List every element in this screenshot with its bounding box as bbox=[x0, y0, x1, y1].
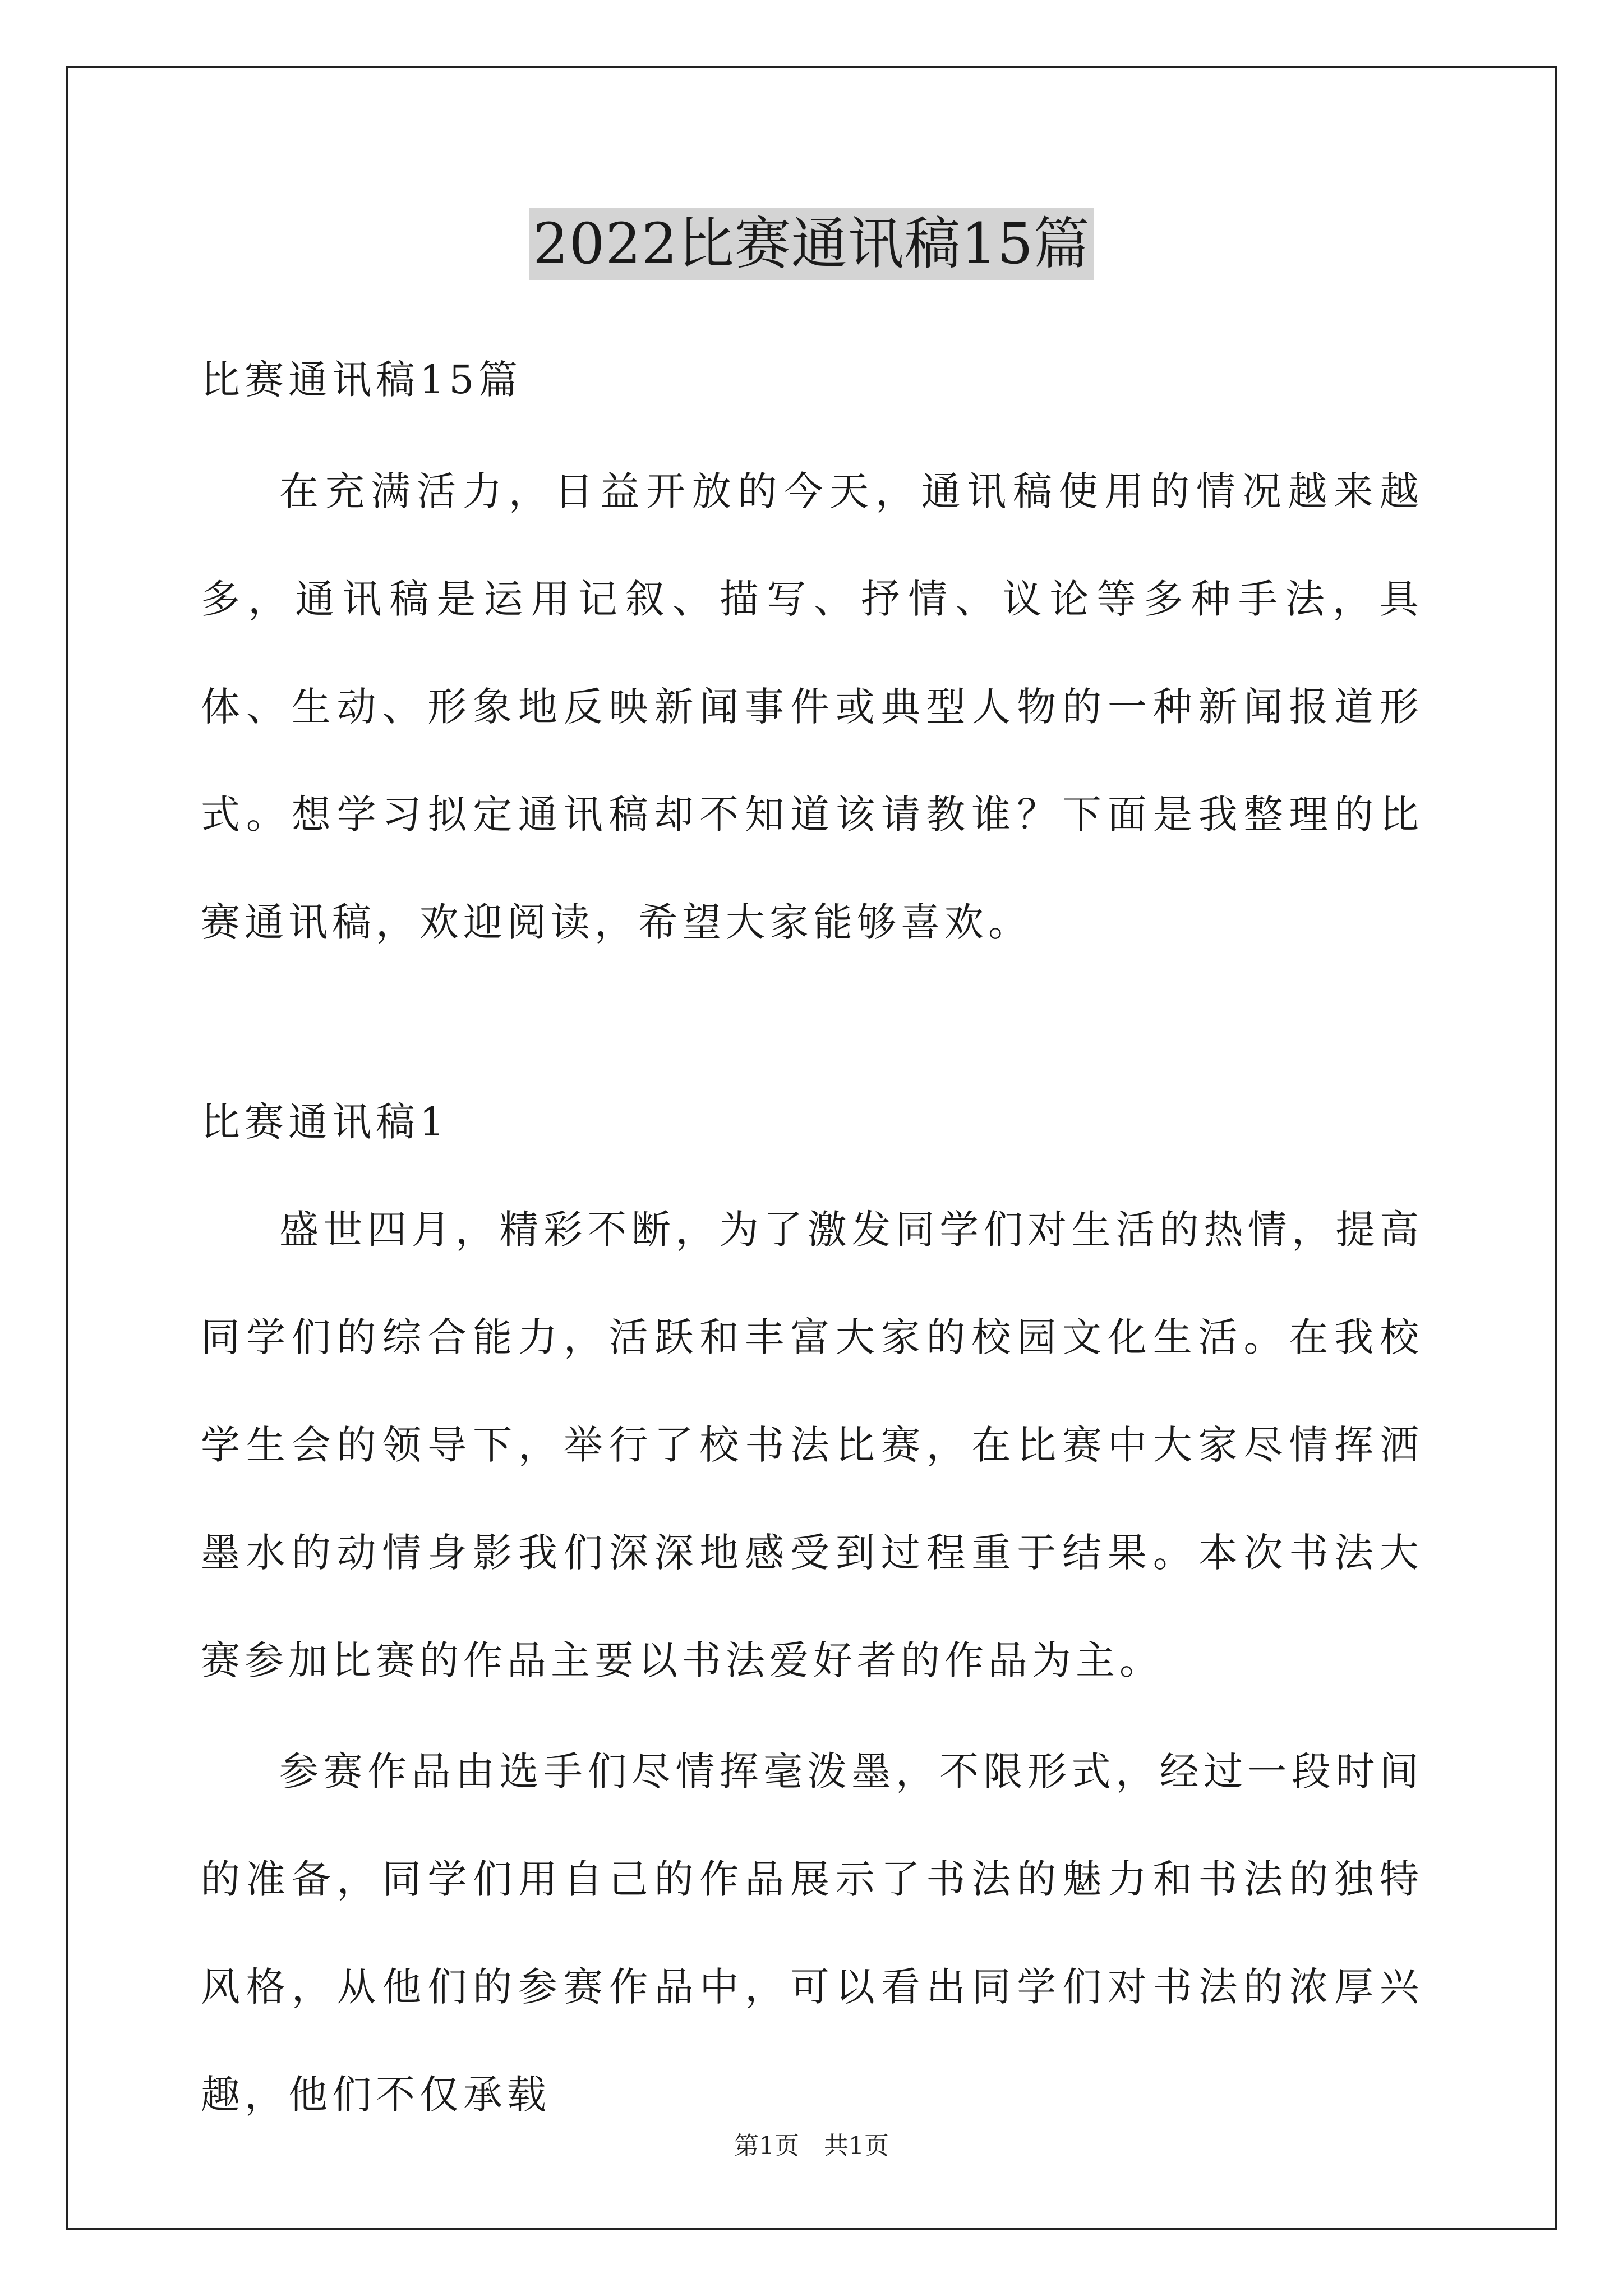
body-paragraph: 参赛作品由选手们尽情挥毫泼墨，不限形式，经过一段时间的准备，同学们用自己的作品展示了书法的魅力和书法的独特风格，从他们的参赛作品中，可以看出同学们对书法的浓厚兴趣，他们不仅承载 bbox=[201, 1749, 1423, 2118]
document-title: 2022比赛通讯稿15篇 bbox=[529, 208, 1094, 280]
title-container bbox=[0, 208, 1623, 280]
section-heading: 比赛通讯稿1 bbox=[201, 1099, 449, 1145]
intro-paragraph: 在充满活力，日益开放的今天，通讯稿使用的情况越来越多，通讯稿是运用记叙、描写、抒情、议论等多种手法，具体、生动、形象地反映新闻事件或典型人物的一种新闻报道形式。想学习拟定通讯稿却不知道该请教谁？下面是我整理的比赛通讯稿，欢迎阅读，希望大家能够喜欢。 bbox=[201, 468, 1423, 945]
page-footer: 第1页 共1页 bbox=[734, 2132, 889, 2160]
document-subtitle: 比赛通讯稿15篇 bbox=[201, 357, 523, 403]
body-paragraph: 盛世四月，精彩不断，为了激发同学们对生活的热情，提高同学们的综合能力，活跃和丰富大家的校园文化生活。在我校学生会的领导下，举行了校书法比赛，在比赛中大家尽情挥洒墨水的动情身影我们深深地感受到过程重于结果。本次书法大赛参加比赛的作品主要以书法爱好者的作品为主。 bbox=[201, 1207, 1423, 1683]
